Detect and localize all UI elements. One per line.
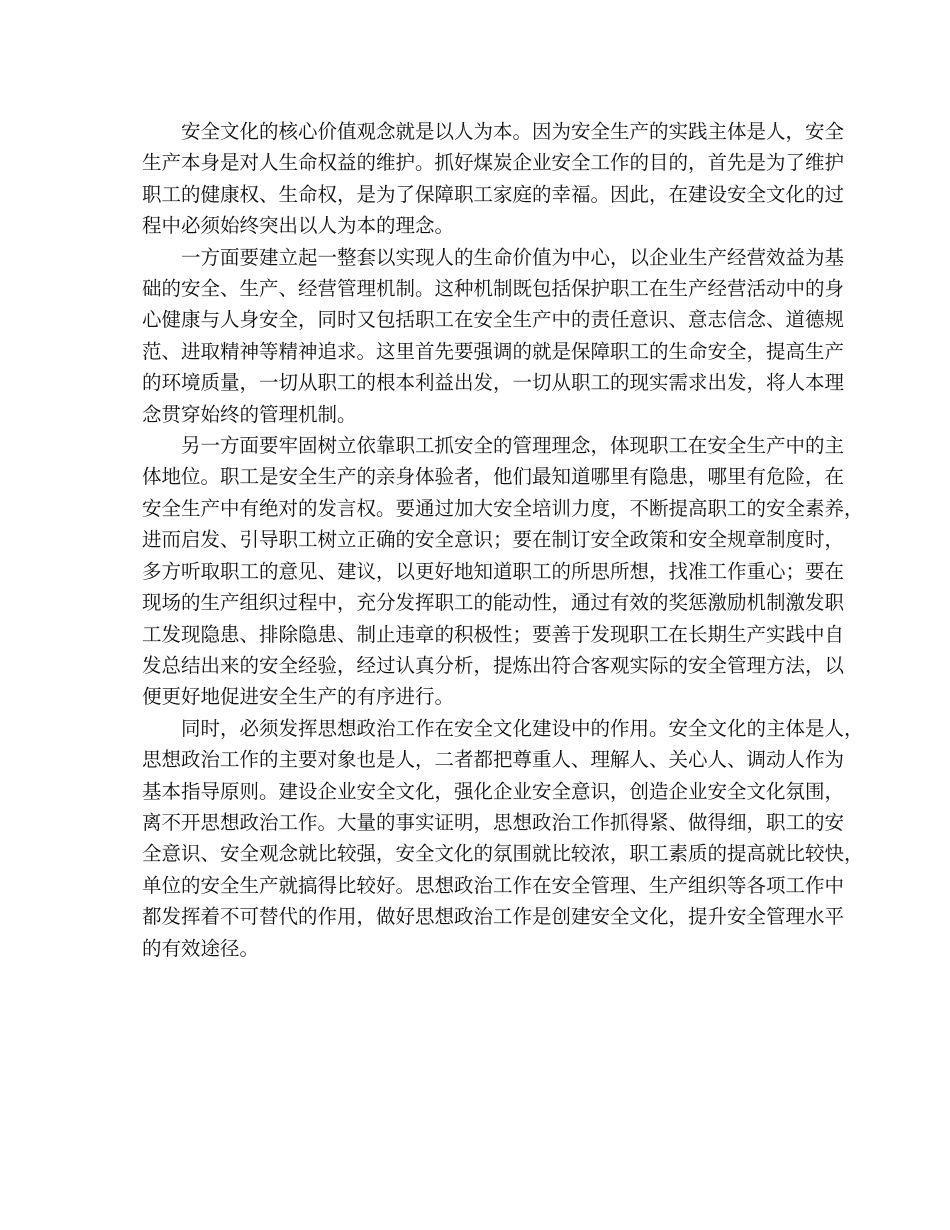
paragraph-3: [142, 430, 864, 713]
text-line: 础的安全、生产、经营管理机制。这种机制既包括保护职工在生产经营活动中的身: [142, 277, 845, 301]
text-line: 另一方面要牢固树立依靠职工抓安全的管理理念，体现职工在安全生产中的主: [181, 434, 845, 458]
text-line: 念贯穿始终的管理机制。: [142, 402, 357, 426]
text-line: 生产本身是对人生命权益的维护。抓好煤炭企业安全工作的目的，首先是为了维护: [142, 151, 845, 175]
text-line: 发总结出来的安全经验，经过认真分析，提炼出符合客观实际的安全管理方法，以: [142, 653, 845, 677]
text-line: 多方听取职工的意见、建议，以更好地知道职工的所思所想，找准工作重心；要在: [142, 559, 845, 583]
paragraph-2: [142, 242, 845, 430]
text-line: 思想政治工作的主要对象也是人，二者都把尊重人、理解人、关心人、调动人作为: [142, 748, 845, 772]
text-line: 便更好地促进安全生产的有序进行。: [142, 685, 455, 709]
text-line: 同时，必须发挥思想政治工作在安全文化建设中的作用。安全文化的主体是人，: [181, 716, 864, 740]
paragraph-1: [142, 116, 845, 242]
text-line: 现场的生产组织过程中，充分发挥职工的能动性，通过有效的奖惩激励机制激发职: [142, 591, 845, 615]
document-body: [142, 116, 864, 964]
text-line: 体地位。职工是安全生产的亲身体验者，他们最知道哪里有隐患，哪里有危险，在: [142, 465, 845, 489]
text-line: 的环境质量，一切从职工的根本利益出发，一切从职工的现实需求出发，将人本理: [142, 371, 845, 395]
text-line: 基本指导原则。建设企业安全文化，强化企业安全意识，创造企业安全文化氛围，: [142, 779, 845, 803]
text-line: 安全生产中有绝对的发言权。要通过加大安全培训力度，不断提高职工的安全素养，: [142, 496, 864, 520]
paragraph-4: [142, 713, 864, 964]
text-line: 职工的健康权、生命权，是为了保障职工家庭的幸福。因此，在建设安全文化的过: [142, 182, 845, 206]
text-line: 的有效途径。: [142, 936, 260, 960]
text-line: 程中必须始终突出以人为本的理念。: [142, 214, 455, 238]
text-line: 一方面要建立起一整套以实现人的生命价值为中心，以企业生产经营效益为基: [181, 245, 845, 269]
text-line: 离不开思想政治工作。大量的事实证明，思想政治工作抓得紧、做得细，职工的安: [142, 810, 845, 834]
text-line: 安全文化的核心价值观念就是以人为本。因为安全生产的实践主体是人，安全: [181, 120, 845, 143]
text-line: 都发挥着不可替代的作用，做好思想政治工作是创建安全文化，提升安全管理水平: [142, 905, 845, 929]
text-line: 进而启发、引导职工树立正确的安全意识；要在制订安全政策和安全规章制度时，: [142, 528, 845, 552]
text-line: 单位的安全生产就搞得比较好。思想政治工作在安全管理、生产组织等各项工作中: [142, 873, 845, 897]
text-line: 心健康与人身安全，同时又包括职工在安全生产中的责任意识、意志信念、道德规: [142, 308, 845, 332]
text-line: 范、进取精神等精神追求。这里首先要强调的就是保障职工的生命安全，提高生产: [142, 339, 845, 363]
text-line: 工发现隐患、排除隐患、制止违章的积极性；要善于发现职工在长期生产实践中自: [142, 622, 845, 646]
text-line: 全意识、安全观念就比较强，安全文化的氛围就比较浓，职工素质的提高就比较快，: [142, 842, 864, 866]
